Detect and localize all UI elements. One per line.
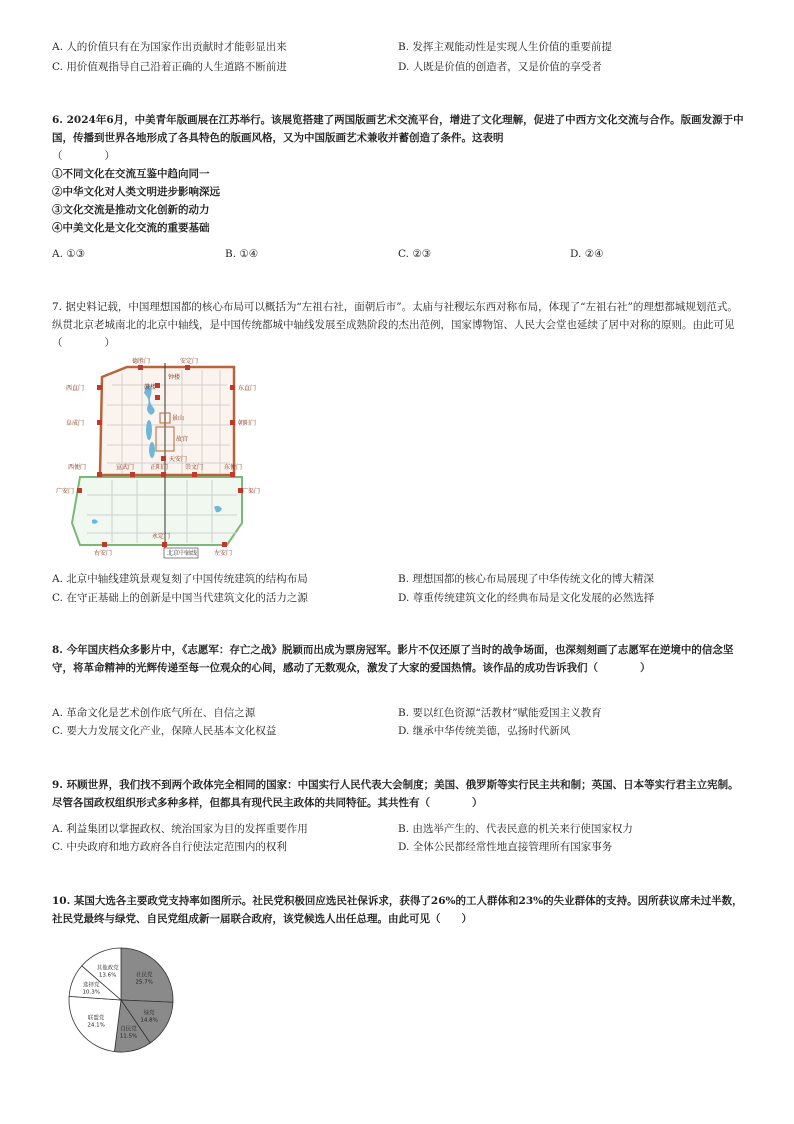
q5-option-c: C. 用价值观指导自己沿着正确的人生道路不断前进 — [52, 61, 287, 73]
q6-option-b: B. ①④ — [225, 248, 259, 260]
pie-label-value-4: 10.3% — [82, 989, 100, 996]
pie-label-name-5: 其他政党 — [96, 965, 119, 972]
q6-item-4: ④中美文化是文化交流的重要基础 — [52, 222, 210, 234]
map-label-dongbianmen: 东便门 — [224, 464, 243, 471]
q6-item-3: ③文化交流是推动文化创新的动力 — [52, 204, 210, 216]
map-label-gugong: 故宫 — [176, 436, 189, 443]
q8-option-b: B. 要以红色资源“活教材”赋能爱国主义教育 — [398, 707, 602, 719]
q6-stem: 6. 2024年6月，中美青年版画展在江苏举行。该展览搭建了两国版画艺术交流平台，增进了文化理解，促进了中西方文化交流与合作。版画发源于中国，传播到世界各地形成了各具特色的版画风格，又为中国版画艺术兼收并蓄创造了条件。这表明 — [52, 114, 744, 144]
map-label-youanmen: 右安门 — [94, 550, 113, 557]
map-label-guanganmen: 广安门 — [56, 488, 75, 495]
map-label-andingmen: 安定门 — [180, 358, 199, 365]
q9-stem: 9. 环顾世界，我们找不到两个政体完全相同的国家：中国实行人民代表大会制度；美国、俄罗斯等实行民主共和制；英国、日本等实行君主立宪制。尽管各国政权组织形式多种多样，但都具有现代民主政体的共同特征。其共性有（ ） — [52, 779, 739, 809]
q7-option-d: D. 尊重传统建筑文化的经典布局是文化发展的必然选择 — [398, 592, 655, 604]
map-label-gulou: 鼓楼 — [144, 384, 157, 391]
map-label-zhonglou: 钟楼 — [168, 374, 181, 381]
pie-label-name-2: 自民党 — [120, 1026, 137, 1033]
map-label-chaoyangmen: 朝阳门 — [238, 420, 257, 427]
q7-option-b: B. 理想国都的核心布局展现了中华传统文化的博大精深 — [398, 573, 654, 585]
q6-option-a: A. ①③ — [52, 248, 86, 260]
q8-option-d: D. 继承中华传统美德，弘扬时代新风 — [398, 725, 571, 737]
map-label-deshengmen: 德胜门 — [132, 358, 151, 365]
q9-option-a: A. 利益集团以掌握政权、统治国家为目的发挥重要作用 — [52, 823, 308, 835]
q9-option-c: C. 中央政府和地方政府各自行使法定范围内的权利 — [52, 841, 287, 853]
map-label-fuchengmen: 阜成门 — [66, 420, 85, 427]
q9-option-b: B. 由选举产生的、代表民意的机关来行使国家权力 — [398, 823, 633, 835]
beijing-axis-map — [52, 355, 262, 560]
q9-option-d: D. 全体公民都经常性地直接管理所有国家事务 — [398, 841, 613, 853]
q7-option-a: A. 北京中轴线建筑景观复刻了中国传统建筑的结构布局 — [52, 573, 308, 585]
q6-item-1: ①不同文化在交流互鉴中趋向同一 — [52, 168, 210, 180]
q10-stem: 10. 某国大选各主要政党支持率如图所示。社民党积极回应选民社保诉求，获得了26%的工人群体和23%的失业群体的支持。因所获议席未过半数，社民党最终与绿党、自民党组成新一届联合政府，该党候选人出任总理。由此可见（ ） — [52, 895, 743, 925]
map-label-axis: 北京中轴线 — [167, 550, 198, 557]
map-label-yongdingmen: 永定门 — [152, 533, 171, 540]
pie-label-value-0: 25.7% — [135, 979, 154, 986]
pie-label-name-0: 社民党 — [136, 972, 153, 979]
map-label-tiananmen: 天安门 — [169, 456, 188, 463]
map-label-zuoanmen: 左安门 — [214, 550, 233, 557]
pie-label-value-5: 13.6% — [98, 972, 117, 979]
q7-stem: 7. 据史料记载，中国理想国都的核心布局可以概括为“左祖右社，面朝后市”。太庙与社稷坛东西对称布局，体现了“左祖右社”的理想都城规划范式。纵贯北京老城南北的北京中轴线，是中国传统都城中轴线发展至成熟阶段的杰出范例，国家博物馆、人民大会堂也延续了居中对称的原则。由此可见（ ） — [52, 301, 738, 349]
q6-option-d: D. ②④ — [570, 248, 604, 260]
q7-option-c: C. 在守正基础上的创新是中国当代建筑文化的活力之源 — [52, 592, 308, 604]
pie-label-name-4: 选择党 — [82, 982, 100, 989]
pie-label-name-1: 绿党 — [143, 1010, 155, 1017]
map-label-chongwenmen: 崇文门 — [185, 464, 204, 471]
map-label-xuanwumen: 宣武门 — [116, 464, 135, 471]
party-support-pie-chart — [56, 945, 186, 1055]
pie-label-value-2: 11.5% — [119, 1033, 138, 1040]
q6-item-2: ②中华文化对人类文明进步影响深远 — [52, 186, 220, 198]
q6-blank: （ ） — [52, 150, 115, 162]
pie-label-value-1: 14.8% — [140, 1017, 158, 1024]
map-label-xizhimen: 西直门 — [66, 385, 85, 392]
map-label-zhengyangmen: 正阳门 — [150, 464, 169, 471]
q5-option-a: A. 人的价值只有在为国家作出贡献时才能彰显出来 — [52, 41, 287, 53]
map-label-jingshan: 景山 — [172, 415, 185, 422]
q6-option-c: C. ②③ — [398, 248, 432, 260]
q5-option-b: B. 发挥主观能动性是实现人生价值的重要前提 — [398, 41, 612, 53]
map-label-xibianmen: 西便门 — [68, 464, 87, 471]
map-label-guangqumen: 广渠门 — [242, 488, 261, 495]
q8-option-a: A. 革命文化是艺术创作底气所在、自信之源 — [52, 707, 256, 719]
pie-label-name-3: 联盟党 — [87, 1015, 105, 1022]
pie-label-value-3: 24.1% — [87, 1022, 105, 1029]
q5-option-d: D. 人既是价值的创造者，又是价值的享受者 — [398, 61, 602, 73]
q8-option-c: C. 要大力发展文化产业，保障人民基本文化权益 — [52, 725, 277, 737]
map-label-dongzhimen: 东直门 — [238, 385, 257, 392]
q8-stem: 8. 今年国庆档众多影片中，《志愿军：存亡之战》脱颖而出成为票房冠军。影片不仅还原了当时的战争场面，也深刻刻画了志愿军在逆境中的信念坚守，将革命精神的光辉传递至每一位观众的心间，感动了无数观众，激发了大家的爱国热情。该作品的成功告诉我们（ ） — [52, 644, 734, 674]
